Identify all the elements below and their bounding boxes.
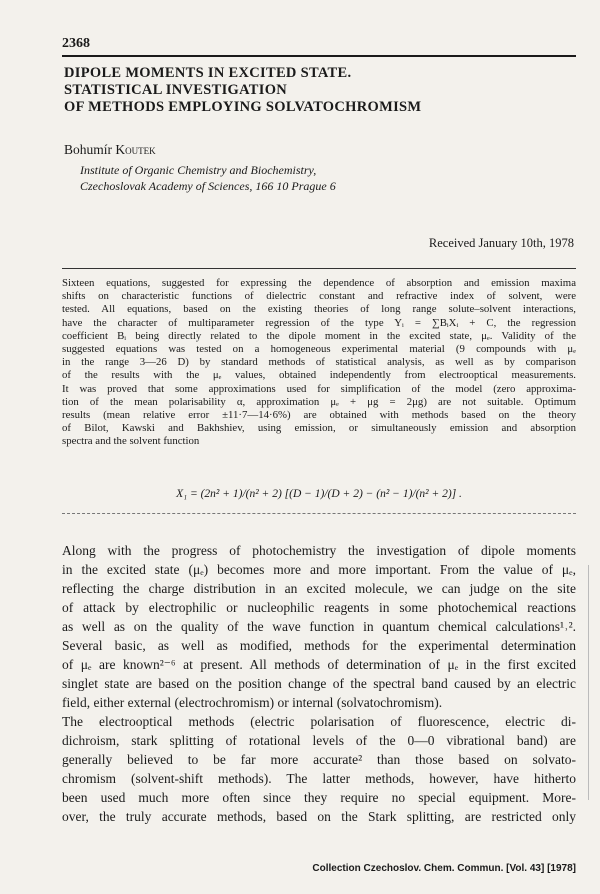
abstract-line: of the results with the μₑ values, obtained independently from electrooptical measurements. — [62, 369, 576, 382]
abstract-line: of Bilot, Kawski and Bakhshiev, using emission, or simultaneously emission and absorption — [62, 422, 576, 435]
body-line: generally believed to be far more accurate² than those based on solvato- — [62, 752, 576, 767]
body-line: been used much more often since they require no special equipment. More- — [62, 790, 576, 805]
journal-footer: Collection Czechoslov. Chem. Commun. [Vol. 43] [1978] — [312, 863, 576, 874]
article-title — [64, 65, 564, 116]
title-line: DIPOLE MOMENTS IN EXCITED STATE. — [64, 65, 352, 81]
body-line: reflecting the charge distribution in an excited molecule, we can judge on the site — [62, 581, 576, 596]
page-number: 2368 — [62, 36, 90, 51]
title-line: OF METHODS EMPLOYING SOLVATOCHROMISM — [64, 99, 422, 115]
title-line: STATISTICAL INVESTIGATION — [64, 82, 288, 98]
abstract-line: coefficient Bᵢ being directly related to the dipole moment in the excited state, μₑ. Validity of the — [62, 329, 576, 342]
affiliation-line: Czechoslovak Academy of Sciences, 166 10 Prague 6 — [80, 179, 336, 193]
affiliation-line: Institute of Organic Chemistry and Biochemistry, — [80, 163, 317, 177]
abstract-line: shifts on characteristic functions of dielectric constant and refractive index of solvent, were — [62, 290, 576, 303]
body-line: over, the truly accurate methods, based on the Stark splitting, are restricted only — [62, 809, 576, 824]
abstract-line: results (mean relative error ±11·7—14·6%) are obtained with methods based on the theory — [62, 409, 576, 422]
received-date: Received January 10th, 1978 — [428, 236, 574, 250]
body-text — [62, 541, 576, 826]
body-line: field, either external (electrochromism) or internal (solvatochromism). — [62, 695, 443, 710]
abstract-line: in the range 3—26 D) by standard methods of statistical analysis, as well as by comparison — [62, 356, 576, 369]
margin-mark — [588, 565, 589, 800]
abstract-line: have the character of multiparameter regression of the type Yᵢ = ∑BᵢXᵢ + C, the regression — [62, 316, 576, 329]
body-line: chromism (solvent-shift methods). The latter methods, however, have hitherto — [62, 771, 576, 786]
body-line: dichroism, stark splitting of rotational levels of the 0—0 vibrational band) are — [62, 733, 576, 748]
author-last-name: Koutek — [115, 142, 156, 157]
header-rule — [62, 55, 576, 57]
body-line: The electrooptical methods (electric polarisation of fluorescence, electric di- — [62, 714, 576, 729]
body-line: in the excited state (μₑ) becomes more and more important. From the value of μₑ, — [62, 562, 576, 577]
body-line: Along with the progress of photochemistry the investigation of dipole moments — [62, 543, 576, 558]
abstract-line: Sixteen equations, suggested for expressing the dependence of absorption and emission maxima — [62, 277, 576, 289]
body-line: of μₑ are known²⁻⁶ at present. All methods of determination of μₑ in the first excited — [62, 657, 576, 672]
solvent-function-formula: X₁ = (2n² + 1)/(n² + 2) [(D − 1)/(D + 2) − (n² − 1)/(n² + 2)] . — [176, 488, 462, 500]
body-line: singlet state are based on the position change of the spectral band caused by an electric — [62, 676, 576, 691]
body-line: as well as on the quality of the wave function in quantum chemical calculations¹˒². — [62, 619, 576, 634]
abstract — [62, 277, 576, 449]
abstract-line: suggested equations was tested on a homogeneous experimental material (9 compounds with μₑ — [62, 343, 576, 356]
abstract-line: tion of the mean polarisability α, approximation μₑ + μg = 2μg) are not suitable. Optimum — [62, 395, 576, 408]
abstract-bottom-rule — [62, 513, 576, 514]
body-line: Several basic, as well as modified, methods for the experimental determination — [62, 638, 576, 653]
author — [64, 142, 156, 158]
body-line: of attack by electrophilic or nucleophilic reagents in some photochemical reactions — [62, 600, 576, 615]
abstract-line: It was proved that some approximations used for simplification of the model (zero approxima- — [62, 382, 576, 395]
affiliation — [80, 162, 336, 194]
author-first-name: Bohumír — [64, 142, 116, 157]
abstract-line: tested. All equations, based on the existing theories of long range solute–solvent interactions, — [62, 303, 576, 316]
abstract-line: spectra and the solvent function — [62, 435, 200, 448]
abstract-top-rule — [62, 268, 576, 269]
